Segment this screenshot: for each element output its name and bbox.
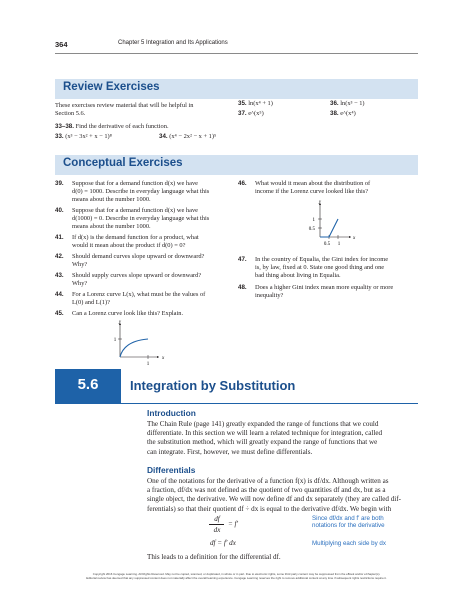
differentials-paragraph	[147, 477, 419, 514]
question-39	[55, 180, 225, 204]
exercise-number: 36.	[330, 100, 339, 107]
paragraph-line: the substitution method, which will greatly expand the range of functions that we	[147, 438, 378, 447]
question-text: What would it mean about the distribution of	[255, 180, 371, 187]
chapter-header: Chapter 5 Integration and Its Applications	[118, 40, 228, 46]
footer-line: Editorial review has deemed that any suppressed content does not materially affect the overall learning experience. Cengage Learning reserves the right to remove additional content at any time if subsequent rights restrictions require it.	[86, 575, 387, 580]
question-text: If d(x) is the demand function for a product, what	[72, 234, 199, 241]
question-text: Why?	[72, 280, 88, 288]
exercise-37	[238, 110, 264, 118]
question-text: d(1000) = 0. Describe in everyday language what this	[72, 215, 210, 223]
question-text: Should demand curves slope upward or downward?	[72, 253, 205, 260]
question-40	[55, 207, 225, 231]
question-text: income if the Lorenz curve looked like this?	[255, 188, 369, 196]
lorenz-curve	[320, 219, 338, 237]
page-number: 364	[55, 40, 68, 49]
question-number: 46.	[238, 180, 247, 187]
exercise-number: 34.	[159, 133, 168, 140]
question-text: is, by law, fixed at 0. State one good thing and one	[255, 264, 385, 272]
question-number: 45.	[55, 310, 64, 317]
question-number: 48.	[238, 284, 247, 291]
review-exercises-band	[55, 79, 418, 99]
question-text: In the country of Equalia, the Gini index for income	[255, 256, 389, 263]
margin-note: Multiplying each side by dx	[312, 540, 386, 547]
question-text: Should supply curves slope upward or downward?	[72, 272, 202, 279]
review-range-text: Find the derivative of each function.	[75, 123, 169, 130]
exercise-33	[55, 133, 112, 141]
introduction-heading: Introduction	[147, 408, 196, 418]
exercise-expression: ln(x⁴ + 1)	[248, 100, 273, 107]
question-text: Suppose that for a demand function d(x) we have	[72, 207, 198, 214]
question-number: 44.	[55, 291, 64, 298]
exercise-38	[330, 110, 356, 118]
question-43	[55, 272, 225, 288]
exercise-expression: e^(x⁴)	[340, 110, 356, 117]
lorenz-curve-graph-46	[300, 199, 356, 251]
paragraph-line: differentiate. In this section we will learn a related technique for integration, called	[147, 429, 383, 438]
paragraph-line: One of the notations for the derivative of a function f(x) is df/dx. Although written as	[147, 477, 389, 485]
question-42	[55, 253, 225, 269]
margin-note-line: notations for the derivative	[312, 522, 385, 530]
exercise-34	[159, 133, 216, 141]
lorenz-curve-graph-45	[112, 319, 168, 367]
exercise-expression: (x⁴ − 2x² − x + 1)⁵	[169, 133, 217, 140]
exercise-35	[238, 100, 273, 108]
closing-line: This leads to a definition for the differential df.	[147, 553, 281, 561]
exercise-number: 35.	[238, 100, 247, 107]
question-46	[238, 180, 418, 196]
equation-numerator: df	[214, 515, 220, 523]
equation-differential: df = f′ dx	[210, 539, 236, 547]
y-axis-label: y	[318, 200, 322, 205]
y-tick-label: 0.5	[308, 227, 315, 232]
review-intro-line: These exercises review material that will be helpful in	[55, 102, 194, 109]
review-range-label: 33–38.	[55, 123, 74, 130]
exercise-number: 38.	[330, 110, 339, 117]
question-text: Can a Lorenz curve look like this? Explain.	[72, 310, 184, 317]
section-number: 5.6	[77, 376, 99, 393]
question-number: 39.	[55, 180, 64, 187]
equation-rhs: = f′	[228, 520, 239, 528]
question-text: would it mean about the product if d(0) = 0?	[72, 242, 186, 250]
question-44	[55, 291, 225, 307]
question-text: For a Lorenz curve L(x), what must be the values of	[72, 291, 206, 298]
question-text: Why?	[72, 261, 88, 269]
copyright-footer	[55, 573, 418, 580]
question-text: Does a higher Gini index mean more equality or more	[255, 284, 394, 291]
x-tick-label: 1	[337, 242, 341, 247]
review-intro-line: Section 5.6.	[55, 110, 86, 117]
question-number: 47.	[238, 256, 247, 263]
review-range	[55, 123, 169, 131]
fraction-bar	[209, 524, 224, 525]
question-text: inequality?	[255, 292, 284, 300]
question-text: means about the number 1000.	[72, 223, 151, 231]
exercise-number: 37.	[238, 110, 247, 117]
x-tick-label: 1	[146, 362, 150, 367]
section-rule	[55, 403, 418, 404]
y-tick-label: 1	[312, 218, 315, 223]
question-41	[55, 234, 225, 250]
y-axis-label: y	[118, 320, 122, 325]
section-title: Integration by Substitution	[130, 378, 296, 393]
paragraph-line: a fraction, df/dx was not defined as the quotient of two quantities df and dx, but as a	[147, 486, 386, 495]
differentials-heading: Differentials	[147, 465, 196, 475]
question-text: L(0) and L(1)?	[72, 299, 110, 307]
x-axis-label: x	[162, 356, 165, 361]
question-number: 40.	[55, 207, 64, 214]
question-text: bad thing about living in Equalia.	[255, 272, 341, 280]
review-exercises-title: Review Exercises	[63, 81, 160, 93]
x-axis-label: x	[353, 236, 356, 241]
x-tick-label: 0.5	[323, 242, 331, 247]
paragraph-line: single object, the derivative. We will now define df and dx separately (they are called dif-	[147, 495, 401, 504]
lorenz-curve	[120, 339, 148, 357]
question-number: 42.	[55, 253, 64, 260]
exercise-expression: (x³ − 3x² + x − 1)⁸	[65, 133, 112, 140]
margin-note	[312, 515, 385, 530]
question-text: means about the number 1000.	[72, 196, 151, 204]
exercise-36	[330, 100, 365, 108]
exercise-number: 33.	[55, 133, 64, 140]
paragraph-line: ferentials) so that their quotient df ÷ dx is equal to the derivative df/dx. We begin with	[147, 504, 392, 513]
question-number: 41.	[55, 234, 64, 241]
equation-denominator: dx	[213, 526, 221, 534]
footer-line: Copyright 2016 Cengage Learning. All Rights Reserved. May not be copied, scanned, or duplicated, in whole or in part. Due to electronic rights, some third party content may be suppressed from the eBook and/or eChapter(s).	[92, 572, 381, 576]
margin-note-line: Since df/dx and f′ are both	[312, 515, 384, 522]
question-45	[55, 310, 225, 318]
question-text: Suppose that for a demand function d(x) we have	[72, 180, 198, 187]
question-47	[238, 256, 418, 280]
question-text: d(0) = 1000. Describe in everyday language what this	[72, 188, 210, 196]
question-48	[238, 284, 418, 300]
paragraph-line: can integrate. First, however, we must define differentials.	[147, 447, 313, 456]
exercise-expression: e^(x⁵)	[248, 110, 264, 117]
conceptual-exercises-band	[55, 155, 418, 175]
y-tick-label: 1	[113, 338, 117, 343]
paragraph-line: The Chain Rule (page 141) greatly expanded the range of functions that we could	[147, 420, 379, 428]
header-rule	[55, 53, 418, 54]
question-number: 43.	[55, 272, 64, 279]
introduction-paragraph	[147, 420, 419, 457]
exercise-expression: ln(x³ − 1)	[340, 100, 365, 107]
conceptual-exercises-title: Conceptual Exercises	[63, 157, 183, 169]
